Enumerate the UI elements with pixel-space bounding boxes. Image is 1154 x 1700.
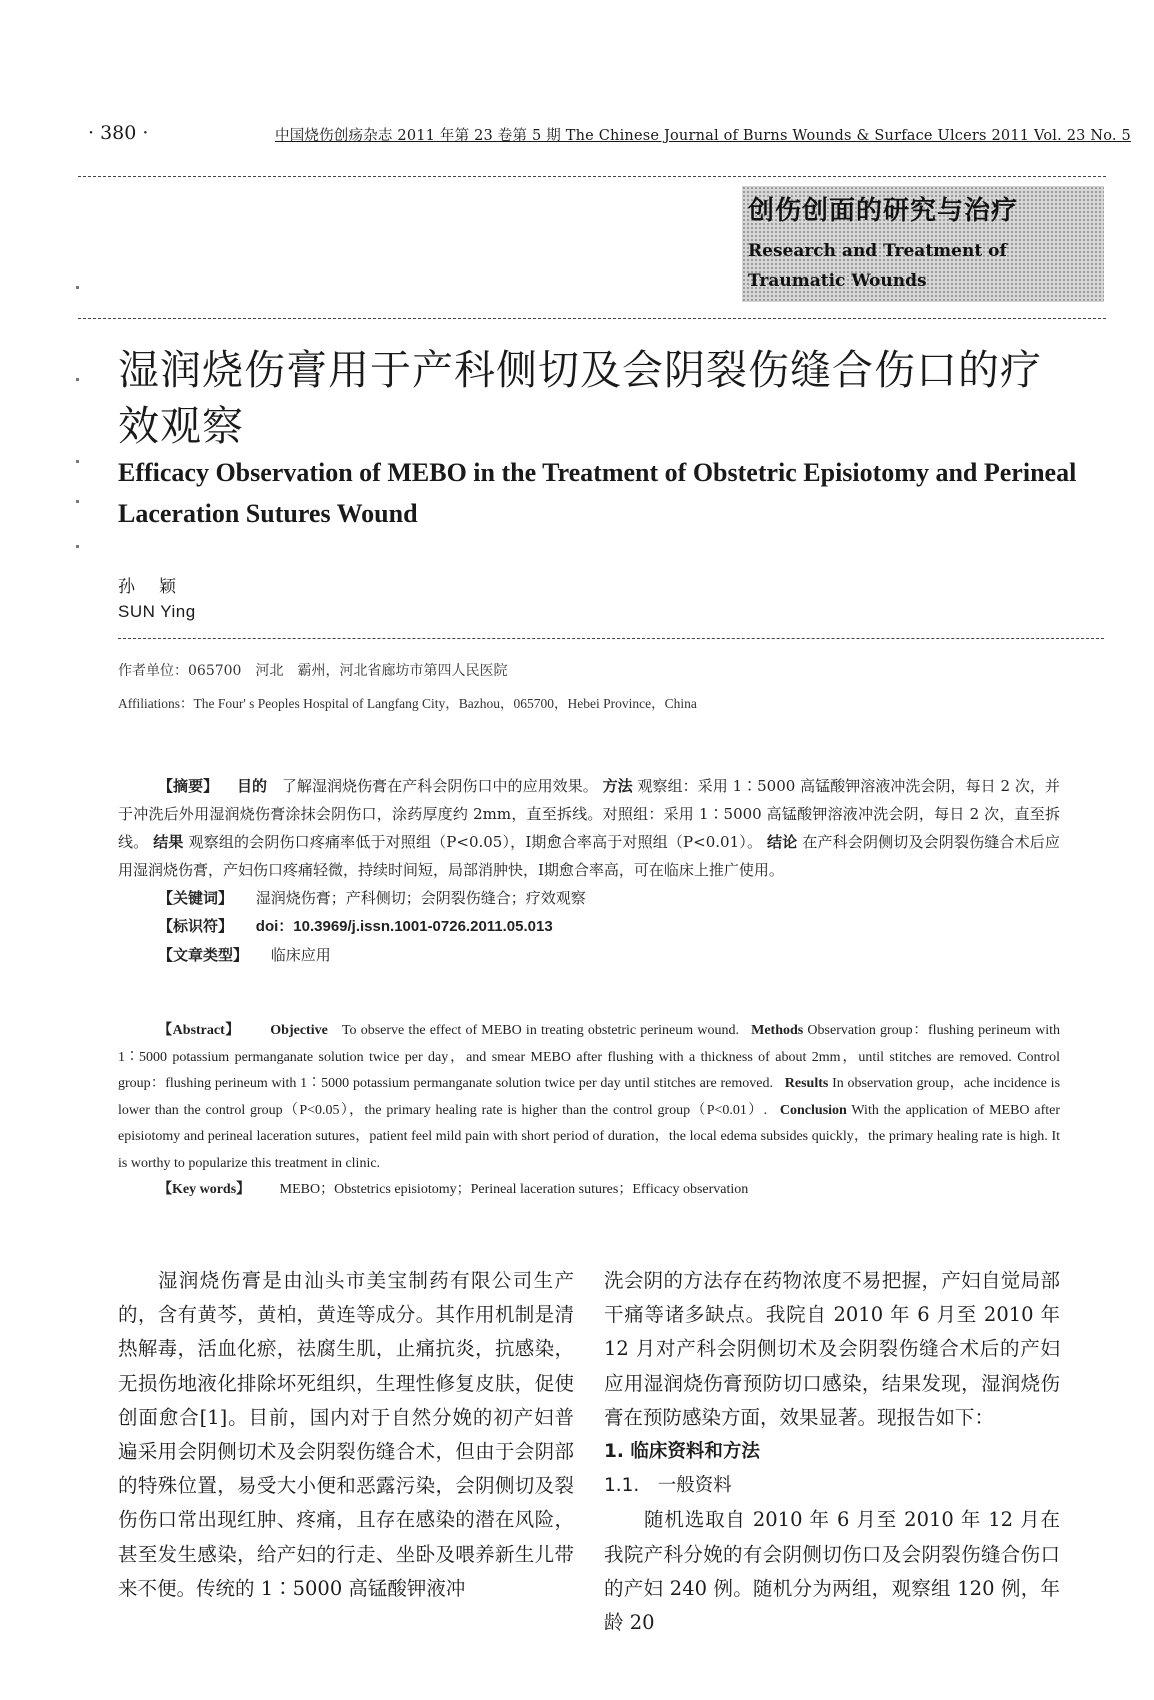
abstract-cn (118, 772, 1060, 969)
objective-text-cn: 了解湿润烧伤膏在产科会阴伤口中的应用效果。 (281, 777, 598, 795)
conclusion-label-cn: 结论 (767, 833, 798, 851)
objective-text-en: To observe the effect of MEBO in treating obstetric perineum wound. (341, 1023, 739, 1038)
keywords-en-row (118, 1177, 1060, 1204)
body-column-right (604, 1264, 1060, 1640)
methods-text-en: Observation group：flushing perineum with 1∶5000 potassium permanganate solution twice per day，and smear MEBO after flushing with a thickness of about 2mm，until stitches are removed. Control group：flushing perineum with 1∶5000 potassium permanganate solution twice per day until stitches are removed. (118, 1023, 1061, 1091)
keywords-cn-row (118, 884, 1060, 912)
section-heading: 1. 临床资料和方法 (604, 1441, 760, 1463)
methods-label-en: Methods (751, 1023, 804, 1038)
margin-mark (76, 545, 79, 548)
subsection-heading: 1.1. 一般资料 (604, 1475, 732, 1497)
results-text-cn: 观察组的会阴伤口疼痛率低于对照组（P<0.05），Ⅰ期愈合率高于对照组（P<0.01）。 (188, 833, 763, 851)
body-paragraph: 随机选取自 2010 年 6 月至 2010 年 12 月在我院产科分娩的有会阴侧切伤口及会阴裂伤缝合伤口的产妇 240 例。随机分为两组，观察组 120 例，年龄 20 (604, 1508, 1060, 1635)
margin-mark (76, 286, 79, 289)
abstract-en (118, 1018, 1060, 1204)
article-type-label: 【文章类型】 (158, 946, 249, 964)
affiliation-cn: 作者单位：065700 河北 霸州，河北省廊坊市第四人民医院 (118, 663, 508, 679)
conclusion-text-en: With the application of MEBO after episiotomy and perineal laceration sutures，patient feel mild pain with short period of duration，the local edema subsides quickly，the primary healing rate is high. It is worthy to popularize this treatment in clinic. (118, 1102, 1061, 1171)
results-label-cn: 结果 (153, 833, 184, 851)
body-paragraph: 洗会阴的方法存在药物浓度不易把握，产妇自觉局部干痛等诸多缺点。我院自 2010 年 6 月至 2010 年 12 月对产科会阴侧切术及会阴裂伤缝合术后的产妇应用湿润烧伤膏预防切口感染，结果发现，湿润烧伤膏在预防感染方面，效果显著。现报告如下： (604, 1269, 1060, 1429)
section-title-cn: 创伤创面的研究与治疗 (748, 196, 1019, 226)
objective-label-cn: 目的 (236, 777, 268, 795)
keywords-cn: 湿润烧伤膏；产科侧切；会阴裂伤缝合；疗效观察 (255, 889, 586, 907)
abstract-en-body (118, 1018, 1060, 1177)
article-title-cn: 湿润烧伤膏用于产科侧切及会阴裂伤缝合伤口的疗效观察 (118, 346, 1042, 450)
article-type: 临床应用 (270, 946, 331, 964)
methods-text-cn: 观察组：采用 1∶5000 高锰酸钾溶液冲洗会阴，每日 2 次，并于冲洗后外用湿润烧伤膏涂抹会阴伤口，涂药厚度约 2mm，直至拆线。对照组：采用 1∶5000 高锰酸钾溶液冲洗会阴，每日 2 次，直至拆线。 (118, 777, 1060, 851)
identifier-row (118, 912, 1060, 941)
header-divider (78, 176, 1106, 177)
keywords-label-cn: 【关键词】 (158, 889, 234, 907)
doi: doi：10.3969/j.issn.1001-0726.2011.05.013 (255, 918, 553, 935)
page-number: · 380 · (88, 122, 149, 144)
keywords-label-en: 【Key words】 (158, 1182, 251, 1197)
author-name-en: SUN Ying (118, 602, 196, 621)
results-text-en: In observation group，ache incidence is lower than the control group（P<0.05），the primary healing rate is higher than the control group（P<0.01）. (118, 1076, 1061, 1118)
article-title-en: Efficacy Observation of MEBO in the Treatment of Obstetric Episiotomy and Perineal Laceration Sutures Wound (118, 458, 1077, 528)
abstract-cn-body (118, 772, 1060, 884)
keywords-en: MEBO；Obstetrics episiotomy；Perineal laceration sutures；Efficacy observation (279, 1182, 749, 1197)
article-type-row (118, 941, 1060, 969)
margin-mark (76, 378, 79, 381)
margin-mark (76, 460, 79, 463)
objective-label-en: Objective (270, 1023, 328, 1038)
results-label-en: Results (784, 1076, 829, 1091)
methods-label-cn: 方法 (602, 777, 633, 795)
author-name-cn: 孙颖 (118, 577, 200, 597)
identifier-label: 【标识符】 (158, 917, 234, 935)
author-divider (118, 638, 1104, 639)
conclusion-label-en: Conclusion (779, 1102, 847, 1118)
margin-mark (76, 500, 79, 503)
section-title-en: Research and Treatment of Traumatic Wounds (748, 241, 1007, 291)
body-paragraph: 湿润烧伤膏是由汕头市美宝制药有限公司生产的，含有黄芩，黄柏，黄连等成分。其作用机制是清热解毒，活血化瘀，祛腐生肌，止痛抗炎，抗感染，无损伤地液化排除坏死组织，生理性修复皮肤，促使创面愈合[1]。目前，国内对于自然分娩的初产妇普遍采用会阴侧切术及会阴裂伤缝合术，但由于会阴部的特殊位置，易受大小便和恶露污染，会阴侧切及裂伤伤口常出现红肿、疼痛，且存在感染的潜在风险，甚至发生感染，给产妇的行走、坐卧及喂养新生儿带来不便。传统的 1∶5000 高锰酸钾液冲 (118, 1269, 574, 1600)
abstract-cn-label: 【摘要】 (158, 777, 219, 795)
abstract-en-label: 【Abstract】 (158, 1023, 241, 1038)
journal-header: 中国烧伤创疡杂志 2011 年第 23 卷第 5 期 The Chinese Journal of Burns Wounds & Surface Ulcers 2011 Vol. 23 No. 5 (275, 128, 1131, 144)
section-divider (78, 318, 1106, 319)
conclusion-text-cn: 在产科会阴侧切及会阴裂伤缝合术后应用湿润烧伤膏，产妇伤口疼痛轻微，持续时间短，局部消肿快，Ⅰ期愈合率高，可在临床上推广使用。 (118, 833, 1060, 879)
affiliation-en: Affiliations：The Four' s Peoples Hospital of Langfang City，Bazhou，065700，Hebei Province，China (118, 696, 697, 711)
body-column-left (118, 1264, 574, 1606)
